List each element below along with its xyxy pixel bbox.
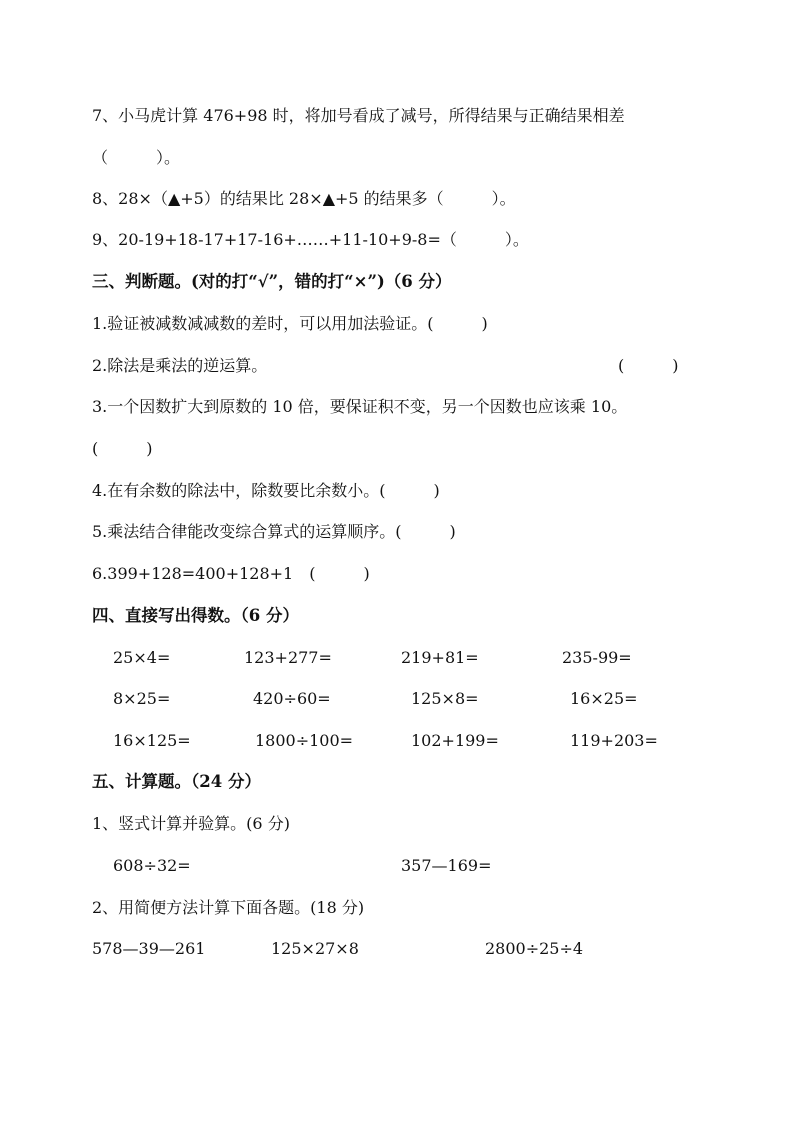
calc-subsection-2-title: 2、用简便方法计算下面各题。(18 分) <box>92 898 365 917</box>
oral-item: 119+203= <box>570 731 658 750</box>
oral-item: 123+277= <box>244 648 332 667</box>
judge-question-5: 5.乘法结合律能改变综合算式的运算顺序。( ) <box>92 522 456 541</box>
question-7-line-1: 7、小马虎计算 476+98 时，将加号看成了减号，所得结果与正确结果相差 <box>92 106 625 125</box>
oral-item: 420÷60= <box>253 689 331 708</box>
oral-item: 235-99= <box>562 648 632 667</box>
section-3-heading: 三、判断题。(对的打“√”，错的打“×”)（6 分） <box>92 272 452 291</box>
section-4-heading: 四、直接写出得数。（6 分） <box>92 606 299 625</box>
oral-item: 219+81= <box>401 648 479 667</box>
judge-question-3-line-2: ( ) <box>92 439 153 458</box>
question-8: 8、28×（▲+5）的结果比 28×▲+5 的结果多（ ）。 <box>92 189 516 208</box>
question-7-line-2: （ ）。 <box>92 148 181 167</box>
judge-question-2: 2.除法是乘法的逆运算。 <box>92 356 268 375</box>
oral-item: 16×25= <box>570 689 638 708</box>
simplify-calc-item: 125×27×8 <box>271 939 359 958</box>
vertical-calc-item: 357—169= <box>401 856 492 875</box>
calc-subsection-1-title: 1、竖式计算并验算。(6 分) <box>92 814 290 833</box>
oral-item: 8×25= <box>113 689 171 708</box>
question-9: 9、20-19+18-17+17-16+……+11-10+9-8=（ ）。 <box>92 230 529 249</box>
judge-question-6: 6.399+128=400+128+1 ( ) <box>92 564 370 583</box>
oral-item: 102+199= <box>411 731 499 750</box>
section-5-heading: 五、计算题。（24 分） <box>92 772 261 791</box>
oral-item: 125×8= <box>411 689 479 708</box>
judge-question-3-line-1: 3.一个因数扩大到原数的 10 倍，要保证积不变，另一个因数也应该乘 10。 <box>92 397 628 416</box>
judge-question-1: 1.验证被减数减减数的差时，可以用加法验证。( ) <box>92 314 488 333</box>
vertical-calc-item: 608÷32= <box>113 856 191 875</box>
simplify-calc-item: 578—39—261 <box>92 939 206 958</box>
simplify-calc-item: 2800÷25÷4 <box>485 939 584 958</box>
oral-item: 16×125= <box>113 731 191 750</box>
judge-question-4: 4.在有余数的除法中，除数要比余数小。( ) <box>92 481 440 500</box>
oral-item: 25×4= <box>113 648 171 667</box>
oral-item: 1800÷100= <box>255 731 354 750</box>
judge-question-2-blank: ( ) <box>618 356 679 375</box>
